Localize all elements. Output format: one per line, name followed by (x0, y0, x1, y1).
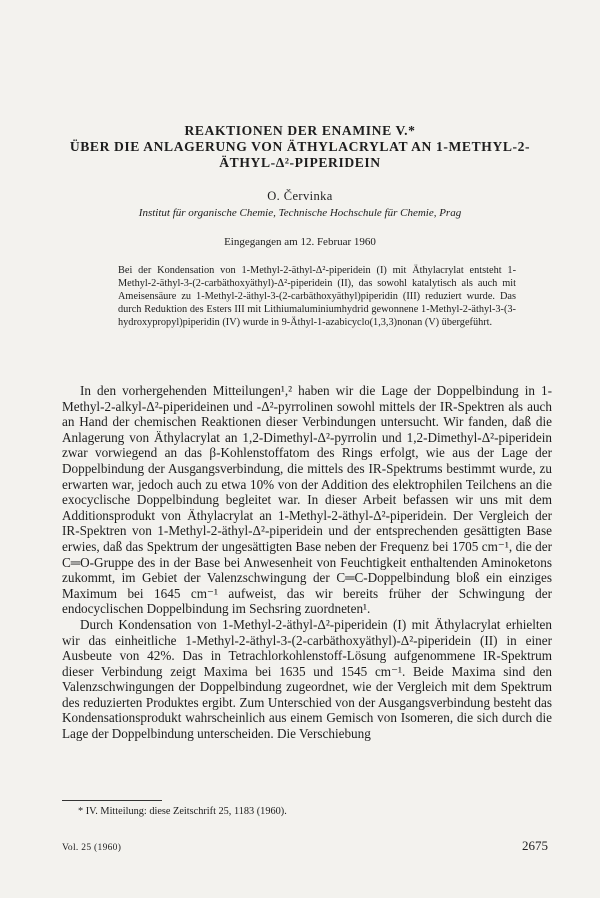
footnote-divider (62, 800, 162, 801)
author-affiliation: Institut für organische Chemie, Technische Hochschule für Chemie, Prag (138, 207, 462, 219)
footnote: * IV. Mitteilung: diese Zeitschrift 25, 1183 (1960). (78, 806, 287, 817)
title-line-2: ÜBER DIE ANLAGERUNG VON ÄTHYLACRYLAT AN 1-METHYL-2- (69, 139, 531, 154)
article-title (40, 123, 560, 171)
page-number: 2675 (522, 838, 548, 853)
author-name: O. Červinka (267, 189, 333, 203)
volume-info: Vol. 25 (1960) (62, 843, 122, 853)
body-text (62, 383, 552, 742)
title-line-3: ÄTHYL-Δ²-PIPERIDEIN (219, 155, 381, 170)
abstract: Bei der Kondensation von 1-Methyl-2-äthyl-Δ²-piperidein (I) mit Äthylacrylat entsteht 1-Methyl-2-äthyl-3-(2-carbäthoxyäthyl)-Δ²-piperidein (II), das sowohl katalytisch als auch mit Ameisensäure zu 1-Methyl-2-äthyl-3-(2-carbäthoxyäthyl)piperidin (III) reduziert wurde. Das durch Reduktion des Esters III mit Lithiumaluminiumhydrid gewonnene 1-Methyl-2-äthyl-3-(3-hydroxypropyl)piperidin (IV) wurde in 9-Äthyl-1-azabicyclo(1,3,3)nonan (V) übergeführt. (118, 265, 516, 328)
body-paragraph-1: In den vorhergehenden Mitteilungen¹,² haben wir die Lage der Doppelbindung in 1-Methyl-2-alkyl-Δ²-piperideinen und -Δ²-pyrrolinen sowohl mittels der IR-Spektren als auch an Hand der chemischen Reaktionen dieser Verbindungen untersucht. Wir fanden, daß die Anlagerung von Äthylacrylat an 1,2-Dimethyl-Δ²-pyrrolin und 1,2-Dimethyl-Δ²-piperidein zwar vorwiegend an das β-Kohlenstoffatom des Rings erfolgt, wie aus der Lage der Doppelbindung der Ausgangsverbindung, die mittels des IR-Spektrums bestimmt wurde, zu erwarten war, jedoch auch zu etwa 10% von der Addition des elektrophilen Teilchens an die exocyclische Doppelbindung begleitet war. In dieser Arbeit befassen wir uns mit dem Additionsprodukt von Äthylacrylat an 1-Methyl-2-äthyl-Δ²-piperidein. Der Vergleich der IR-Spektren von 1-Methyl-2-äthyl-Δ²-piperidein und der entsprechenden gesättigten Base erwies, daß das Spektrum der ungesättigten Base neben der Frequenz bei 1705 cm⁻¹, die der C═O-Gruppe des in der Base bei Anwesenheit von Feuchtigkeit enthaltenden Aminoketons zukommt, im Gebiet der Valenzschwingung der C═C-Doppelbindung bloß ein einziges Maximum bei 1645 cm⁻¹ aufweist, das wir bereits früher der Schwingung der endocyclischen Doppelbindung im Sechsring zuordneten¹. (62, 383, 552, 617)
received-date: Eingegangen am 12. Februar 1960 (224, 236, 376, 248)
title-line-1: REAKTIONEN DER ENAMINE V.* (184, 123, 416, 138)
body-paragraph-2: Durch Kondensation von 1-Methyl-2-äthyl-Δ²-piperidein (I) mit Äthylacrylat erhielten wir das einheitliche 1-Methyl-2-äthyl-3-(2-carbäthoxyäthyl)-Δ²-piperidein (II) in einer Ausbeute von 42%. Das in Tetrachlorkohlenstoff-Lösung aufgenommene IR-Spektrum dieser Verbindung zeigt Maxima bei 1635 und 1545 cm⁻¹. Beide Maxima sind den Valenzschwingungen der Doppelbindung zugeordnet, wie der Vergleich mit dem Spektrum des reduzierten Produktes ergibt. Zum Unterschied von der Ausgangsverbindung besteht das Kondensationsprodukt wahrscheinlich aus einem Gemisch von Isomeren, die sich durch die Lage der Doppelbindung unterscheiden. Die Verschiebung (62, 616, 552, 742)
